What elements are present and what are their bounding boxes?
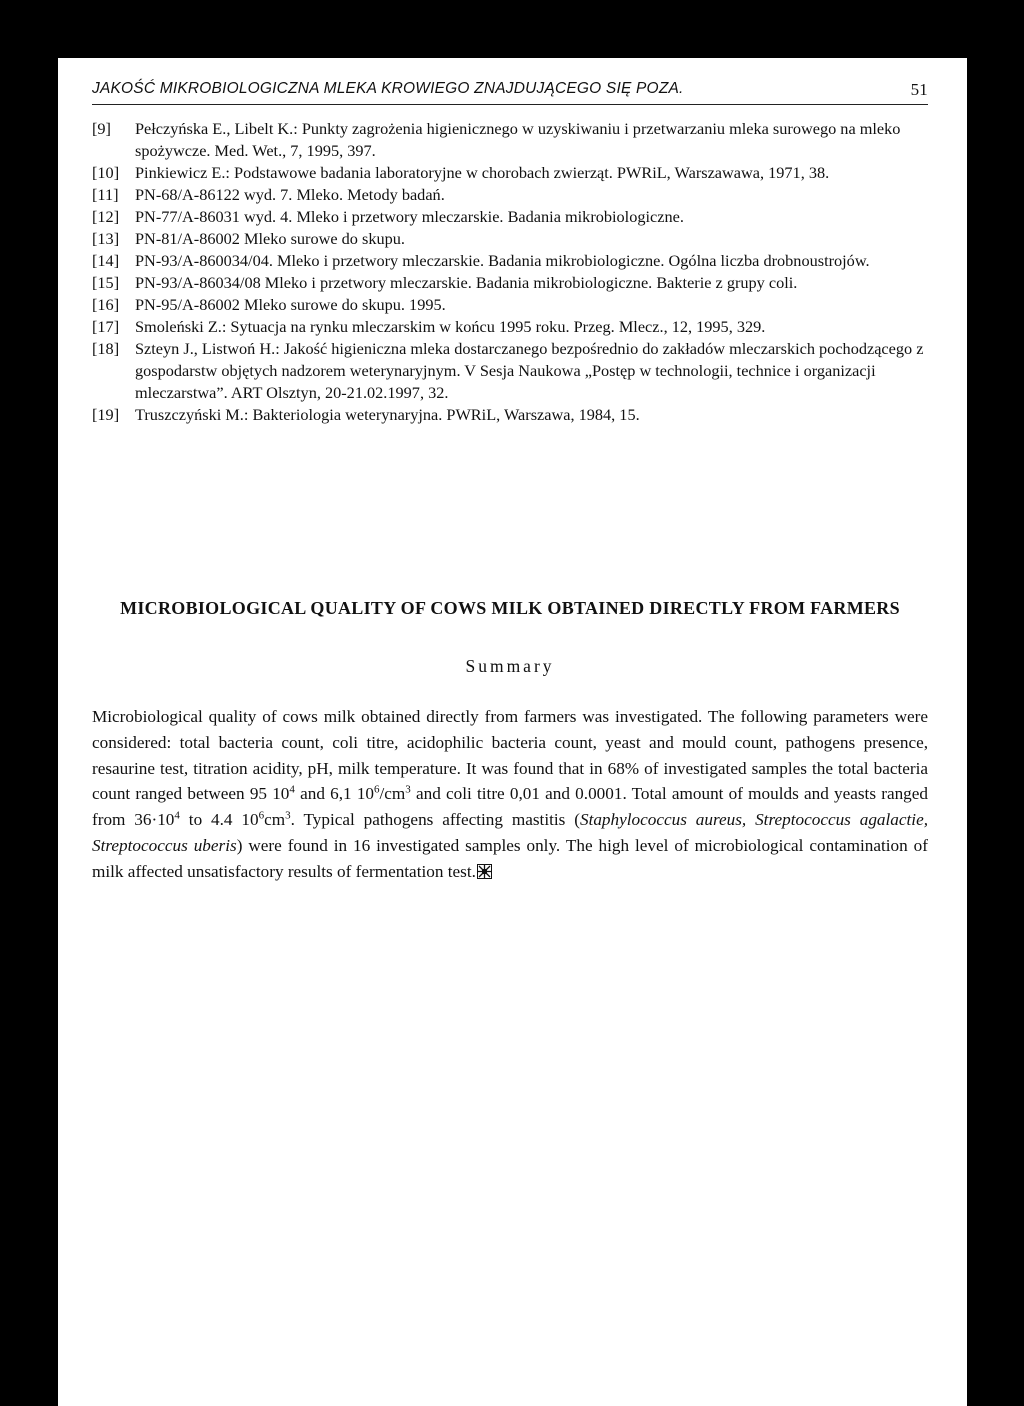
reference-item (92, 404, 928, 426)
superscript: 6 (258, 809, 265, 822)
reference-item (92, 294, 928, 316)
reference-text: PN-93/A-860034/04. Mleko i przetwory mleczarskie. Badania mikrobiologiczne. Ogólna liczba drobnoustrojów. (135, 251, 870, 270)
reference-number: [14] (92, 251, 120, 270)
summary-text-part: /cm (379, 784, 406, 804)
reference-text: PN-77/A-86031 wyd. 4. Mleko i przetwory mleczarskie. Badania mikrobiologiczne. (135, 207, 684, 226)
reference-number: [10] (92, 163, 120, 182)
summary-text-part: cm (264, 810, 286, 830)
reference-item (92, 250, 928, 272)
reference-text: PN-68/A-86122 wyd. 7. Mleko. Metody badań. (135, 185, 445, 204)
reference-item (92, 184, 928, 206)
reference-item (92, 316, 928, 338)
superscript: 4 (174, 809, 180, 822)
reference-text: Truszczyński M.: Bakteriologia weterynaryjna. PWRiL, Warszawa, 1984, 15. (135, 405, 640, 424)
summary-text-part: and 6,1 10 (294, 784, 375, 804)
reference-list (92, 118, 928, 426)
reference-text: PN-93/A-86034/08 Mleko i przetwory mleczarskie. Badania mikrobiologiczne. Bakterie z grupy coli. (135, 273, 798, 292)
reference-item (92, 162, 928, 184)
reference-item (92, 118, 928, 162)
summary-text-part: Microbiological quality of cows milk obtained directly from farmers was investigated. The following parameters were considered: total bacteria count, coli titre, acidophilic bacteria count, yeast and mould count, pathogens presence, resaurine test, titration acidity, pH, milk temperature. It was found that in 68% of investigated samples the total bacteria count ranged between 95 10 (92, 707, 928, 804)
reference-text: PN-81/A-86002 Mleko surowe do skupu. (135, 229, 405, 248)
superscript: 4 (289, 783, 295, 796)
reference-number: [13] (92, 229, 120, 248)
reference-item (92, 272, 928, 294)
reference-text: Szteyn J., Listwoń H.: Jakość higieniczna mleka dostarczanego bezpośrednio do zakładów mleczarskich pochodzącego z gospodarstw objętych nadzorem weterynaryjnym. V Sesja Naukowa „Postęp w technologii, technice i organizacji mleczarstwa”. ART Olsztyn, 20-21.02.1997, 32. (135, 339, 924, 402)
superscript: 3 (285, 809, 291, 822)
reference-number: [17] (92, 317, 120, 336)
summary-text-part: and coli titre 0,01 and 0.0001. Total amount of moulds and yeasts ranged from 36·10 (92, 784, 928, 830)
running-header (92, 80, 928, 105)
summary-text-part: to 4.4 10 (179, 810, 259, 830)
reference-number: [19] (92, 405, 120, 424)
reference-item (92, 228, 928, 250)
running-title: JAKOŚĆ MIKROBIOLOGICZNA MLEKA KROWIEGO ZNAJDUJĄCEGO SIĘ POZA. (92, 80, 684, 97)
summary-paragraph (92, 704, 928, 885)
species-names: Staphylococcus aureus, Streptococcus agalactie, Streptococcus uberis (92, 810, 929, 855)
reference-text: Pinkiewicz E.: Podstawowe badania laboratoryjne w chorobach zwierząt. PWRiL, Warszawawa, 1971, 38. (135, 163, 830, 182)
reference-text: Smoleński Z.: Sytuacja na rynku mleczarskim w końcu 1995 roku. Przeg. Mlecz., 12, 1995, 329. (135, 317, 766, 336)
summary-label: Summary (465, 656, 555, 676)
reference-number: [12] (92, 207, 120, 226)
reference-number: [15] (92, 273, 120, 292)
reference-item (92, 338, 928, 404)
summary-text-part: . Typical pathogens affecting mastitis ( (290, 810, 580, 830)
end-mark-icon (477, 864, 492, 879)
summary-title: MICROBIOLOGICAL QUALITY OF COWS MILK OBTAINED DIRECTLY FROM FARMERS (120, 598, 900, 618)
summary-text-part: ) were found in 16 investigated samples only. The high level of microbiological contamination of milk affected unsatisfactory results of fermentation test. (92, 835, 928, 881)
reference-number: [9] (92, 119, 111, 138)
reference-text: PN-95/A-86002 Mleko surowe do skupu. 1995. (135, 295, 446, 314)
reference-number: [16] (92, 295, 120, 314)
reference-number: [18] (92, 339, 120, 358)
reference-item (92, 206, 928, 228)
reference-number: [11] (92, 185, 119, 204)
superscript: 3 (405, 783, 411, 796)
superscript: 6 (374, 783, 380, 796)
page-number: 51 (910, 80, 928, 99)
document-page (58, 58, 967, 1406)
reference-text: Pełczyńska E., Libelt K.: Punkty zagrożenia higienicznego w uzyskiwaniu i przetwarzaniu mleka surowego na mleko spożywcze. Med. Wet., 7, 1995, 397. (135, 119, 901, 160)
